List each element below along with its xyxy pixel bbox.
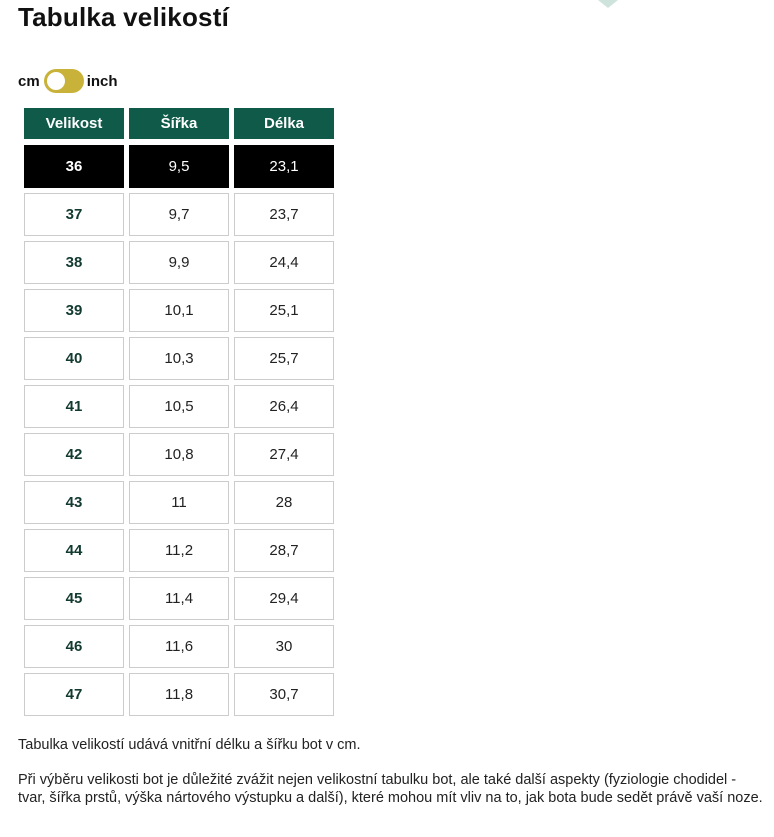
width-cell[interactable]: 10,3 xyxy=(129,337,229,380)
length-cell[interactable]: 30 xyxy=(234,625,334,668)
length-cell[interactable]: 24,4 xyxy=(234,241,334,284)
length-cell[interactable]: 27,4 xyxy=(234,433,334,476)
corner-decoration xyxy=(598,0,618,8)
length-cell[interactable]: 28 xyxy=(234,481,334,524)
table-row[interactable] xyxy=(24,529,334,572)
size-cell[interactable]: 44 xyxy=(24,529,124,572)
table-row[interactable] xyxy=(24,385,334,428)
unit-cm-label[interactable]: cm xyxy=(18,72,40,90)
table-row[interactable] xyxy=(24,337,334,380)
table-row[interactable] xyxy=(24,193,334,236)
page-title: Tabulka velikostí xyxy=(18,2,229,32)
size-cell[interactable]: 42 xyxy=(24,433,124,476)
width-cell[interactable]: 11,8 xyxy=(129,673,229,716)
width-cell[interactable]: 10,1 xyxy=(129,289,229,332)
size-cell[interactable]: 38 xyxy=(24,241,124,284)
length-cell[interactable]: 25,1 xyxy=(234,289,334,332)
width-cell[interactable]: 9,9 xyxy=(129,241,229,284)
size-cell[interactable]: 36 xyxy=(24,145,124,188)
table-body xyxy=(24,145,334,716)
size-cell[interactable]: 46 xyxy=(24,625,124,668)
table-row[interactable] xyxy=(24,289,334,332)
size-cell[interactable]: 40 xyxy=(24,337,124,380)
width-cell[interactable]: 11,6 xyxy=(129,625,229,668)
length-cell[interactable]: 29,4 xyxy=(234,577,334,620)
table-row[interactable] xyxy=(24,433,334,476)
table-row[interactable] xyxy=(24,577,334,620)
size-table xyxy=(24,108,334,716)
width-cell[interactable]: 11,4 xyxy=(129,577,229,620)
unit-switch[interactable] xyxy=(44,69,84,93)
size-cell[interactable]: 47 xyxy=(24,673,124,716)
header-width: Šířka xyxy=(129,108,229,139)
table-row[interactable] xyxy=(24,673,334,716)
size-cell[interactable]: 39 xyxy=(24,289,124,332)
length-cell[interactable]: 25,7 xyxy=(234,337,334,380)
width-cell[interactable]: 11,2 xyxy=(129,529,229,572)
length-cell[interactable]: 30,7 xyxy=(234,673,334,716)
length-cell[interactable]: 28,7 xyxy=(234,529,334,572)
size-cell[interactable]: 41 xyxy=(24,385,124,428)
length-cell[interactable]: 26,4 xyxy=(234,385,334,428)
width-cell[interactable]: 11 xyxy=(129,481,229,524)
size-cell[interactable]: 45 xyxy=(24,577,124,620)
table-row[interactable] xyxy=(24,625,334,668)
note-units: Tabulka velikostí udává vnitřní délku a šířku bot v cm. xyxy=(18,737,361,753)
header-size: Velikost xyxy=(24,108,124,139)
table-row[interactable] xyxy=(24,241,334,284)
table-row[interactable] xyxy=(24,481,334,524)
header-length: Délka xyxy=(234,108,334,139)
unit-inch-label[interactable]: inch xyxy=(86,72,118,90)
table-row[interactable] xyxy=(24,145,334,188)
length-cell[interactable]: 23,7 xyxy=(234,193,334,236)
width-cell[interactable]: 9,5 xyxy=(129,145,229,188)
length-cell[interactable]: 23,1 xyxy=(234,145,334,188)
unit-toggle xyxy=(18,68,118,94)
size-cell[interactable]: 43 xyxy=(24,481,124,524)
switch-knob xyxy=(47,72,65,90)
width-cell[interactable]: 9,7 xyxy=(129,193,229,236)
width-cell[interactable]: 10,8 xyxy=(129,433,229,476)
note-fit-advice: Při výběru velikosti bot je důležité zvážit nejen velikostní tabulku bot, ale také další aspekty (fyziologie chodidel - tvar, šířka prstů, výška nártového výstupku a další), které mohou mít vliv na to, jak bota bude sedět právě vaší noze. xyxy=(18,772,763,806)
size-cell[interactable]: 37 xyxy=(24,193,124,236)
width-cell[interactable]: 10,5 xyxy=(129,385,229,428)
